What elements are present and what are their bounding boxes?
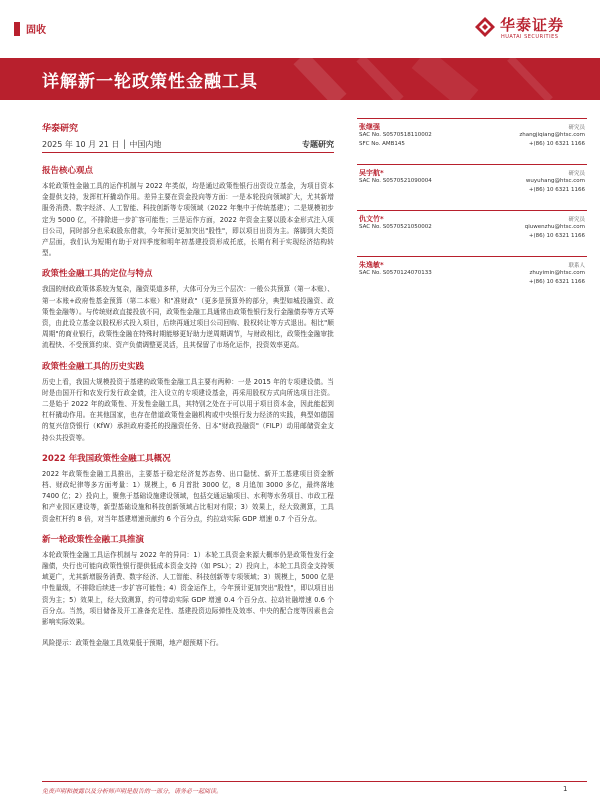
analyst-sac: SAC No. S0570518110002 (359, 132, 432, 138)
analyst-email[interactable]: wuyuhang@htsc.com (525, 178, 585, 184)
analyst-sfc: SFC No. AMB145 (359, 141, 405, 147)
huatai-logo-icon (474, 16, 496, 38)
analyst-phone: +(86) 10 6321 1166 (528, 233, 585, 239)
analyst-name: 吴宇航* (359, 169, 384, 177)
report-title: 详解新一轮政策性金融工具 (42, 72, 258, 92)
analyst-email[interactable]: zhuyimin@htsc.com (529, 270, 585, 276)
section-text: 2022 年政策性金融工具推出，主要基于稳定经济复苏态势、出口隐忧、新开工基建项目资金断档、财政纪律等多方面考量：1）规模上，6 月首批 3000 亿，8 月追加 3000 多亿，最终落地 7400 亿；2）投向上，聚焦于基础设施建设领域，包括交通运输项目、水利等水务项目、市政工程和产业园区建设等，新型基础设施和科技创新领域占比相对有限；3）效果上，经大致测算，工具资金杠杆约 8 倍，对当年基建增速贡献约 6 个百分点，约拉动实际 GDP 增速 0.7 个百分点。 (42, 469, 334, 523)
analyst-card (357, 256, 587, 302)
section-text: 我国的财政政策体系较为复杂，融资渠道多样，大体可分为三个层次：一般公共预算（第一本账）、第一本账+政府性基金预算（第二本账）和"准财政"（更多是预算外的部分，典型如城投融资、政策性金融等）。与传统财政直接投放不同，政策性金融工具通常由政策性银行发行金融债券等方式筹资，由此设立基金以股权形式投入项目，后续再通过项目公司回购、股权转让等方式退出。相比"顺周期"的商业银行，政策性金融在特殊时期能够更好助力逆周期调节，与财政相比，政策性金融审批流程快、不受预算约束、资产负债调整更灵活，且其保留了市场化运作，投资效率更高。 (42, 285, 334, 350)
report-body (42, 166, 334, 660)
section-text: 本轮政策性金融工具运作机制与 2022 年的异同：1）本轮工具资金来源大概率仍是政策性发行金融债，央行也可能向政策性银行提供低成本资金支持（如 PSL）；2）投向上，本轮工具资金支持领域更广，尤其新增服务消费、数字经济、人工智能、科技创新等专项领域；3）规模上，5000 亿是中性量级，不排除后续进一步扩容可能性；4）资金运作上，今年预计更加突出"股性"，即以项目出资为主；5）效果上，经大致测算，约可带动实际 GDP 增速 0.4 个百分点、拉动社融增速 0.6 个百分点。当然，项目储备及开工准备充足性、基建投资边际弹性及效率、中央的配合度等因素也会影响实际效果。 (42, 550, 334, 627)
report-type: 专题研究 (302, 140, 334, 149)
section-title: 政策性金融工具的定位与特点 (42, 269, 153, 280)
section-history (42, 362, 334, 444)
section-2022-overview (42, 454, 334, 525)
analyst-sac: SAC No. S0570124070133 (359, 270, 432, 276)
category-tag: 固收 (26, 25, 46, 36)
date-region: 2025 年 10 月 21 日 │ 中国内地 (42, 140, 162, 149)
analyst-email[interactable]: zhangjiqiang@htsc.com (519, 132, 585, 138)
footer-disclaimer: 免责声明和披露以及分析师声明是报告的一部分，请务必一起阅读。 (42, 788, 223, 795)
analyst-role: 联系人 (568, 263, 585, 269)
analyst-name: 仇文竹* (359, 215, 384, 223)
analyst-name: 朱逸敏* (359, 261, 384, 269)
section-risk (42, 638, 334, 649)
analyst-sac: SAC No. S0570521050002 (359, 224, 432, 230)
section-text: 本轮政策性金融工具的运作机制与 2022 年类似，均是通过政策性银行出资设立基金，为项目资本金提供支持，发挥杠杆撬动作用。差异主要在资金投向等方面：一是本轮投向领域扩大，尤其新增服务消费、数字经济、人工智能、科技创新等专项领域（2022 年集中于传统基建）；二是规模初步定为 5000 亿，不排除进一步扩容可能性；三是运作方面，2022 年资金主要以股本金形式注入项目公司，同时部分也采取股东借款，今年预计更加突出"股性"，即以项目出资为主。落脚到大类资产层面，我们认为短期有助于对四季度和明年初基建投资形成托底，长期有利于实现经济结构转型。 (42, 182, 334, 258)
section-core-views (42, 166, 334, 259)
risk-warning: 风险提示：政策性金融工具效果低于预期，地产超预期下行。 (42, 639, 223, 648)
tag-marker (14, 22, 20, 36)
analyst-role: 研究员 (568, 125, 585, 131)
logo-chinese-text: 华泰证券 (500, 16, 565, 34)
analyst-phone: +(86) 10 6321 1166 (528, 187, 585, 193)
section-positioning (42, 269, 334, 351)
analyst-phone: +(86) 10 6321 1166 (528, 141, 585, 147)
analyst-name: 张继强 (359, 123, 380, 131)
footer-divider (42, 781, 587, 782)
section-new-round (42, 535, 334, 628)
analyst-card (357, 164, 587, 210)
title-banner (0, 58, 600, 100)
section-title: 2022 年我国政策性金融工具概况 (42, 453, 171, 464)
analyst-role: 研究员 (568, 171, 585, 177)
logo-english-text: HUATAI SECURITIES (501, 34, 559, 40)
meta-divider (42, 152, 334, 153)
analyst-panel (357, 118, 587, 302)
analyst-email[interactable]: qiuwenzhu@htsc.com (524, 224, 585, 230)
page-header (0, 0, 600, 58)
section-title: 报告核心观点 (42, 166, 94, 176)
analyst-role: 研究员 (568, 217, 585, 223)
page-number: 1 (563, 785, 568, 793)
section-title: 政策性金融工具的历史实践 (42, 361, 145, 372)
analyst-phone: +(86) 10 6321 1166 (528, 279, 585, 285)
research-org: 华泰研究 (42, 124, 79, 134)
analyst-card (357, 118, 587, 164)
analyst-sac: SAC No. S0570521090004 (359, 178, 432, 184)
analyst-card (357, 210, 587, 256)
section-text: 历史上看，我国大规模投资于基建的政策性金融工具主要有两种：一是 2015 年的专项建设债。当时是由国开行和农发行发行政金债，注入设立的专项建设基金，再采用股权方式向所选项目注资。二是始于 2022 年的政策性、开发性金融工具，其特别之处在于可以用于项目资本金，因此能起到杠杆撬动作用。在其他国家，也存在借道政策性金融机构或中央银行发力经济的实践，典型如德国的复兴信贷银行（KfW）承担政府委托的投融资任务、日本"财政投融资"（FILP）动用邮储资金支持公共投资等。 (42, 377, 334, 442)
section-title: 新一轮政策性金融工具推演 (42, 534, 145, 545)
huatai-logo (474, 14, 584, 44)
